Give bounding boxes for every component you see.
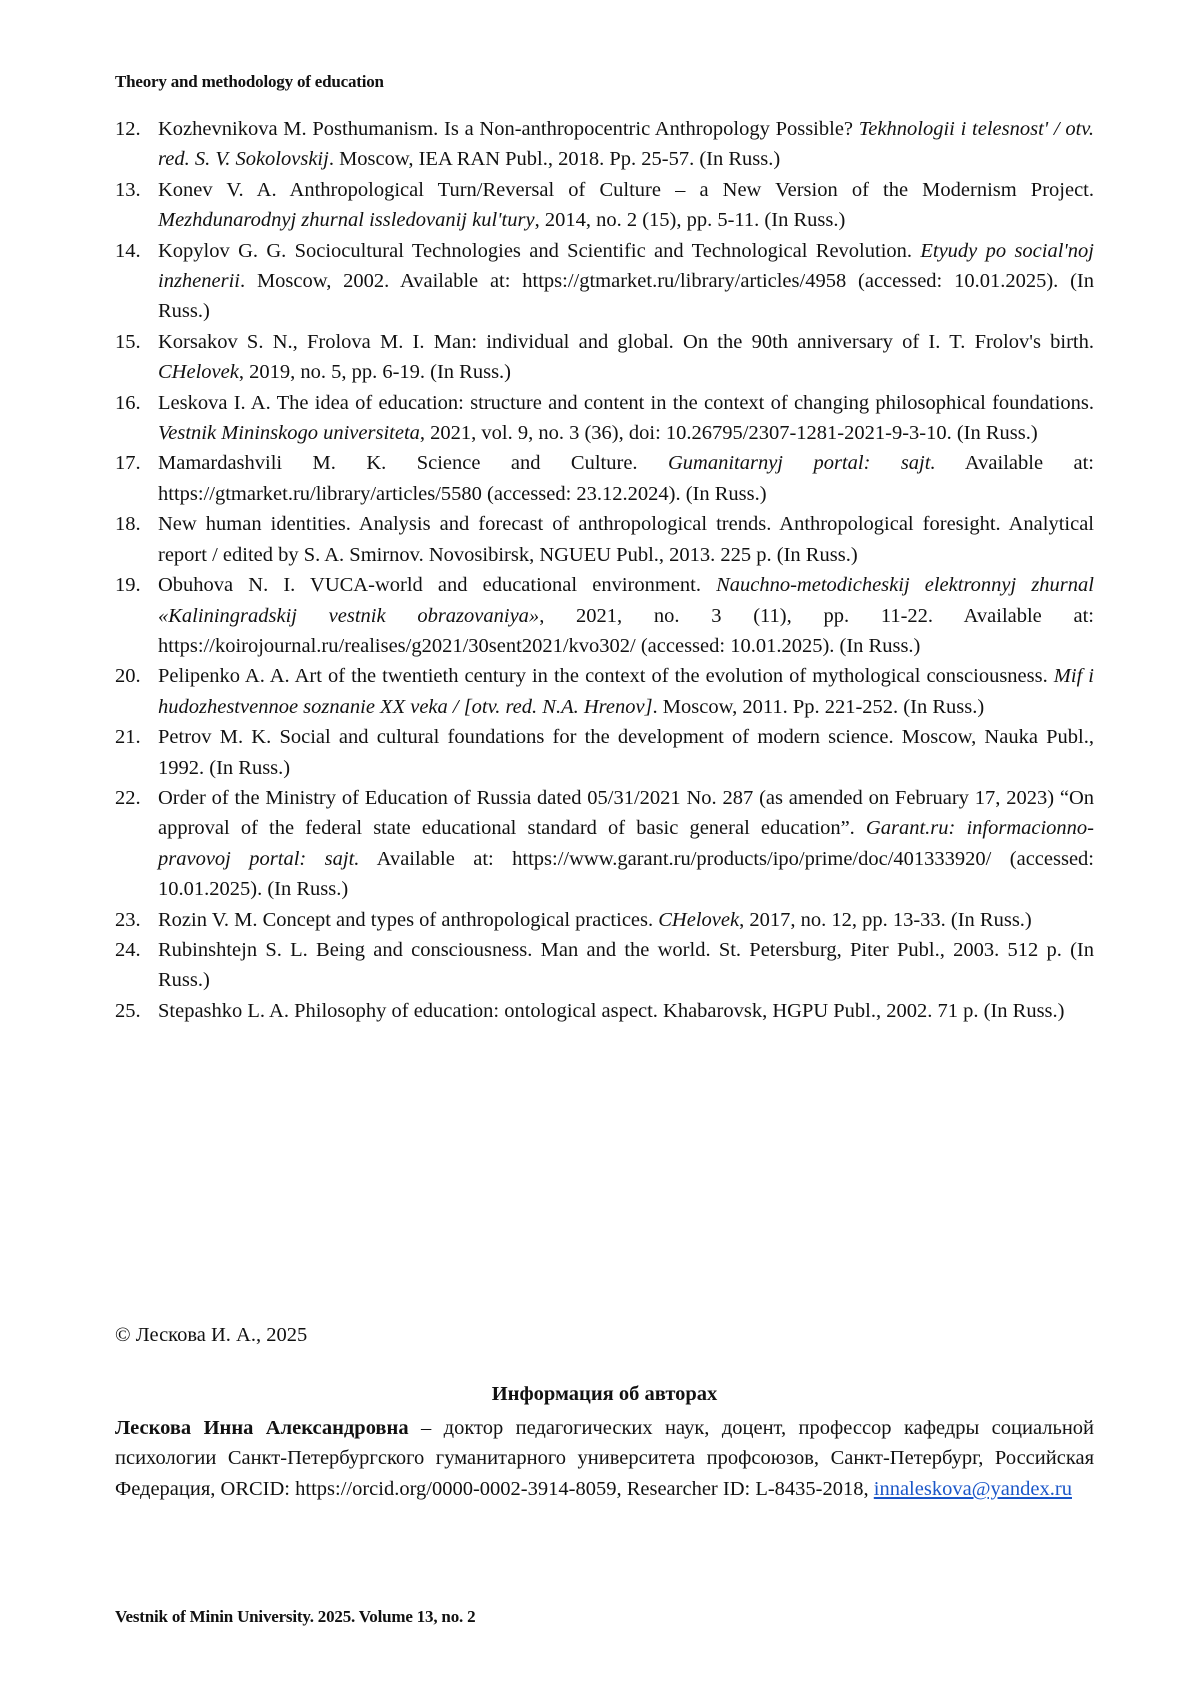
reference-source-title: CHelovek bbox=[658, 908, 740, 931]
reference-number: 12. bbox=[115, 118, 141, 140]
reference-text-segment: Leskova I. A. The idea of education: structure and content in the context of changing philosophical foundations. bbox=[158, 391, 1094, 414]
reference-text-segment: Petrov M. K. Social and cultural foundations for the development of modern science. Moscow, Nauka Publ., 1992. (In Russ.) bbox=[158, 726, 1094, 779]
reference-number: 24. bbox=[115, 938, 141, 961]
reference-number: 15. bbox=[115, 330, 141, 353]
reference-text-segment: Pelipenko A. A. Art of the twentieth century in the context of the evolution of mythological consciousness. bbox=[158, 665, 1054, 688]
reference-number: 17. bbox=[115, 452, 141, 475]
reference-text bbox=[158, 939, 1094, 991]
author-description: – доктор педагогических наук, доцент, профессор кафедры социальной психологии Санкт-Петербургского гуманитарного университета профсоюзов, Санкт-Петербург, Российская Федерация, ORCID: https://orcid.org/0000-0002-3914-8059, Researcher ID: L-8435-2018, bbox=[115, 1417, 1095, 1500]
authors-info-heading: Информация об авторах bbox=[491, 1383, 718, 1405]
reference-number: 16. bbox=[115, 391, 141, 414]
reference-text bbox=[158, 240, 1094, 323]
reference-item bbox=[115, 236, 1094, 327]
reference-text-segment: , 2019, no. 5, pp. 6-19. (In Russ.) bbox=[238, 361, 512, 384]
reference-text-segment: , 2021, no. 3 (11), pp. 11-22. Available at: https://koirojournal.ru/realises/g2021/30sent2021/kvo302/ (accessed: 10.01.2025). (In Russ.) bbox=[158, 604, 1094, 657]
reference-item bbox=[115, 388, 1094, 449]
reference-item bbox=[115, 661, 1094, 722]
reference-item bbox=[115, 996, 1094, 1026]
reference-number: 25. bbox=[115, 999, 141, 1022]
reference-number: 13. bbox=[115, 178, 141, 201]
reference-source-title: CHelovek bbox=[158, 361, 239, 384]
reference-text bbox=[158, 726, 1094, 778]
reference-text-segment: Rubinshtejn S. L. Being and consciousness. Man and the world. St. Petersburg, Piter Publ., 2003. 512 p. (In Russ.) bbox=[158, 938, 1094, 992]
reference-item bbox=[115, 783, 1094, 905]
reference-number: 21. bbox=[115, 726, 141, 749]
reference-text bbox=[158, 1000, 1064, 1022]
copyright-notice: © Лескова И. А., 2025 bbox=[115, 1324, 308, 1346]
reference-text-segment: New human identities. Analysis and forecast of anthropological trends. Anthropological foresight. Analytical report / edited by S. A. Smirnov. Novosibirsk, NGUEU Publ., 2013. 225 p. (In Russ.) bbox=[158, 513, 1094, 566]
reference-text bbox=[158, 452, 1094, 504]
reference-text-segment: , 2017, no. 12, pp. 13-33. (In Russ.) bbox=[739, 908, 1032, 931]
reference-number: 22. bbox=[115, 786, 141, 809]
reference-number: 23. bbox=[115, 908, 141, 931]
reference-text-segment: . Moscow, IEA RAN Publ., 2018. Pp. 25-57. (In Russ.) bbox=[328, 148, 781, 171]
reference-text bbox=[158, 909, 1032, 931]
reference-text bbox=[158, 331, 1094, 383]
reference-text bbox=[158, 392, 1094, 444]
reference-text-segment: . Moscow, 2011. Pp. 221-252. (In Russ.) bbox=[652, 695, 985, 718]
reference-item bbox=[115, 905, 1094, 935]
reference-item bbox=[115, 114, 1094, 175]
reference-text-segment: Rozin V. M. Concept and types of anthropological practices. bbox=[158, 908, 659, 931]
reference-item bbox=[115, 509, 1094, 570]
reference-text-segment: , 2014, no. 2 (15), pp. 5-11. (In Russ.) bbox=[534, 209, 846, 232]
reference-text-segment: Korsakov S. N., Frolova M. I. Man: individual and global. On the 90th anniversary of I. T. Frolov's birth. bbox=[158, 330, 1094, 353]
reference-item bbox=[115, 570, 1094, 661]
reference-source-title: Etyudy po social'noj inzhenerii bbox=[158, 239, 1094, 293]
reference-text-segment: , 2021, vol. 9, no. 3 (36), doi: 10.26795/2307-1281-2021-9-3-10. (In Russ.) bbox=[419, 422, 1038, 445]
reference-source-title: Nauchno-metodicheskij elektronnyj zhurnal «Kaliningradskij vestnik obrazovaniya» bbox=[158, 574, 1094, 627]
author-info-paragraph bbox=[115, 1413, 1094, 1504]
reference-source-title: Gumanitarnyj portal: sajt. bbox=[667, 452, 936, 475]
reference-source-title: Mezhdunarodnyj zhurnal issledovanij kul'tury bbox=[158, 209, 535, 232]
reference-item bbox=[115, 448, 1094, 509]
reference-text-segment: Konev V. A. Anthropological Turn/Reversal of Culture – a New Version of the Modernism Project. bbox=[158, 178, 1094, 201]
reference-item bbox=[115, 175, 1094, 236]
author-email-link[interactable]: innaleskova@yandex.ru bbox=[873, 1477, 1072, 1500]
reference-text-segment: Available at: https://www.garant.ru/products/ipo/prime/doc/401333920/ (accessed: 10.01.2025). (In Russ.) bbox=[158, 847, 1095, 901]
reference-number: 19. bbox=[115, 574, 141, 597]
reference-item bbox=[115, 722, 1094, 783]
reference-text bbox=[158, 574, 1094, 657]
reference-text-segment: Available at: https://gtmarket.ru/library/articles/5580 (accessed: 23.12.2024). (In Russ.) bbox=[158, 452, 1094, 505]
reference-text bbox=[158, 665, 1094, 717]
reference-text-segment: Mamardashvili M. K. Science and Culture. bbox=[158, 452, 668, 475]
reference-text bbox=[158, 179, 1094, 231]
reference-text bbox=[158, 513, 1094, 565]
reference-text-segment: Kozhevnikova M. Posthumanism. Is a Non-anthropocentric Anthropology Possible? bbox=[158, 118, 859, 140]
reference-source-title: Vestnik Mininskogo universiteta bbox=[158, 422, 420, 445]
reference-text-segment: Obuhova N. I. VUCA-world and educational environment. bbox=[158, 574, 717, 597]
reference-text-segment: Kopylov G. G. Sociocultural Technologies and Scientific and Technological Revolution. bbox=[158, 239, 921, 262]
reference-number: 18. bbox=[115, 513, 141, 536]
reference-source-title: Mif i hudozhestvennoe soznanie XX veka / [otv. red. N.A. Hrenov] bbox=[158, 665, 1095, 718]
reference-number: 20. bbox=[115, 665, 141, 688]
reference-source-title: Garant.ru: informacionno-pravovoj portal: sajt. bbox=[158, 817, 1094, 870]
author-name: Лескова Инна Александровна bbox=[115, 1417, 409, 1439]
reference-number: 14. bbox=[115, 239, 141, 262]
running-header: Theory and methodology of education bbox=[115, 72, 384, 91]
reference-text-segment: Order of the Ministry of Education of Russia dated 05/31/2021 No. 287 (as amended on February 17, 2023) “On approval of the federal state educational standard of basic general education”. bbox=[158, 786, 1094, 840]
reference-item bbox=[115, 935, 1094, 996]
reference-source-title: Tekhnologii i telesnost' / otv. red. S. V. Sokolovskij bbox=[158, 118, 1094, 171]
running-footer: Vestnik of Minin University. 2025. Volume 13, no. 2 bbox=[115, 1607, 476, 1626]
reference-text-segment: Stepashko L. A. Philosophy of education: ontological aspect. Khabarovsk, HGPU Publ., 2002. 71 p. (In Russ.) bbox=[158, 999, 1065, 1022]
reference-item bbox=[115, 327, 1094, 388]
reference-text-segment: . Moscow, 2002. Available at: https://gtmarket.ru/library/articles/4958 (accessed: 10.01.2025). (In Russ.) bbox=[158, 270, 1094, 323]
reference-text bbox=[158, 787, 1094, 900]
reference-text bbox=[158, 118, 1094, 170]
reference-list bbox=[115, 114, 1094, 1026]
